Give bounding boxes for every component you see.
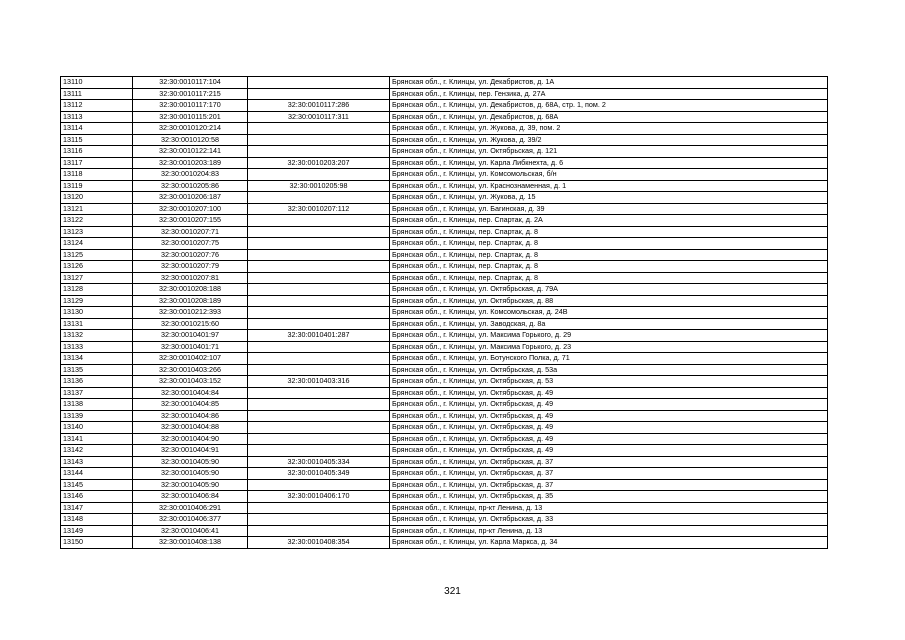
table-row [61, 468, 828, 480]
table-row [61, 491, 828, 503]
parent-cadastral-number-cell [248, 261, 390, 273]
table-row [61, 537, 828, 549]
row-number-cell: 13139 [61, 410, 133, 422]
address-cell: Брянская обл., г. Клинцы, ул. Комсомольская, б/н [390, 169, 828, 181]
parent-cadastral-number-cell [248, 295, 390, 307]
row-number-cell: 13141 [61, 433, 133, 445]
cadastral-number-cell: 32:30:0010403:152 [133, 376, 248, 388]
table-row [61, 249, 828, 261]
cadastral-number-cell: 32:30:0010207:100 [133, 203, 248, 215]
address-cell: Брянская обл., г. Клинцы, ул. Декабристов, д. 68А [390, 111, 828, 123]
cadastral-number-cell: 32:30:0010120:58 [133, 134, 248, 146]
address-cell: Брянская обл., г. Клинцы, пр-кт Ленина, д. 13 [390, 502, 828, 514]
table-row [61, 134, 828, 146]
cadastral-number-cell: 32:30:0010408:138 [133, 537, 248, 549]
row-number-cell: 13138 [61, 399, 133, 411]
table-row [61, 364, 828, 376]
address-cell: Брянская обл., г. Клинцы, ул. Максима Горького, д. 23 [390, 341, 828, 353]
parent-cadastral-number-cell [248, 215, 390, 227]
address-cell: Брянская обл., г. Клинцы, пер. Спартак, д. 2А [390, 215, 828, 227]
cadastral-number-cell: 32:30:0010404:91 [133, 445, 248, 457]
table-row [61, 192, 828, 204]
row-number-cell: 13119 [61, 180, 133, 192]
cadastral-number-cell: 32:30:0010406:291 [133, 502, 248, 514]
parent-cadastral-number-cell [248, 387, 390, 399]
address-cell: Брянская обл., г. Клинцы, ул. Жукова, д. 39, пом. 2 [390, 123, 828, 135]
table-row [61, 226, 828, 238]
table-row [61, 146, 828, 158]
row-number-cell: 13136 [61, 376, 133, 388]
table-row [61, 123, 828, 135]
cadastral-number-cell: 32:30:0010403:266 [133, 364, 248, 376]
cadastral-number-cell: 32:30:0010406:41 [133, 525, 248, 537]
parent-cadastral-number-cell [248, 272, 390, 284]
row-number-cell: 13130 [61, 307, 133, 319]
row-number-cell: 13145 [61, 479, 133, 491]
parent-cadastral-number-cell [248, 192, 390, 204]
cadastral-number-cell: 32:30:0010405:90 [133, 479, 248, 491]
parent-cadastral-number-cell [248, 146, 390, 158]
address-cell: Брянская обл., г. Клинцы, пер. Гензика, д. 27А [390, 88, 828, 100]
row-number-cell: 13132 [61, 330, 133, 342]
cadastral-number-cell: 32:30:0010215:60 [133, 318, 248, 330]
cadastral-number-cell: 32:30:0010208:189 [133, 295, 248, 307]
row-number-cell: 13122 [61, 215, 133, 227]
row-number-cell: 13140 [61, 422, 133, 434]
row-number-cell: 13128 [61, 284, 133, 296]
address-cell: Брянская обл., г. Клинцы, пер. Спартак, д. 8 [390, 249, 828, 261]
parent-cadastral-number-cell [248, 479, 390, 491]
row-number-cell: 13121 [61, 203, 133, 215]
address-cell: Брянская обл., г. Клинцы, ул. Максима Горького, д. 29 [390, 330, 828, 342]
table-row [61, 238, 828, 250]
address-cell: Брянская обл., г. Клинцы, ул. Октябрьская, д. 79А [390, 284, 828, 296]
address-cell: Брянская обл., г. Клинцы, ул. Багинская, д. 39 [390, 203, 828, 215]
cadastral-number-cell: 32:30:0010117:215 [133, 88, 248, 100]
parent-cadastral-number-cell: 32:30:0010408:354 [248, 537, 390, 549]
parent-cadastral-number-cell [248, 502, 390, 514]
row-number-cell: 13113 [61, 111, 133, 123]
row-number-cell: 13142 [61, 445, 133, 457]
table-row [61, 77, 828, 89]
parent-cadastral-number-cell: 32:30:0010207:112 [248, 203, 390, 215]
cadastral-number-cell: 32:30:0010207:79 [133, 261, 248, 273]
table-row [61, 157, 828, 169]
cadastral-number-cell: 32:30:0010404:85 [133, 399, 248, 411]
parent-cadastral-number-cell: 32:30:0010401:287 [248, 330, 390, 342]
row-number-cell: 13127 [61, 272, 133, 284]
row-number-cell: 13150 [61, 537, 133, 549]
table-row [61, 422, 828, 434]
cadastral-number-cell: 32:30:0010205:86 [133, 180, 248, 192]
address-cell: Брянская обл., г. Клинцы, ул. Краснознаменная, д. 1 [390, 180, 828, 192]
parent-cadastral-number-cell [248, 353, 390, 365]
parent-cadastral-number-cell: 32:30:0010117:311 [248, 111, 390, 123]
address-cell: Брянская обл., г. Клинцы, ул. Декабристов, д. 1А [390, 77, 828, 89]
table-row [61, 445, 828, 457]
table-row [61, 215, 828, 227]
cadastral-number-cell: 32:30:0010204:83 [133, 169, 248, 181]
address-cell: Брянская обл., г. Клинцы, ул. Октябрьская, д. 121 [390, 146, 828, 158]
row-number-cell: 13125 [61, 249, 133, 261]
cadastral-number-cell: 32:30:0010405:90 [133, 468, 248, 480]
address-cell: Брянская обл., г. Клинцы, ул. Октябрьская, д. 49 [390, 422, 828, 434]
row-number-cell: 13129 [61, 295, 133, 307]
cadastral-number-cell: 32:30:0010212:393 [133, 307, 248, 319]
cadastral-number-cell: 32:30:0010406:377 [133, 514, 248, 526]
table-row [61, 330, 828, 342]
address-cell: Брянская обл., г. Клинцы, ул. Жукова, д. 39/2 [390, 134, 828, 146]
parent-cadastral-number-cell [248, 525, 390, 537]
cadastral-number-cell: 32:30:0010206:187 [133, 192, 248, 204]
cadastral-number-cell: 32:30:0010404:88 [133, 422, 248, 434]
row-number-cell: 13133 [61, 341, 133, 353]
row-number-cell: 13115 [61, 134, 133, 146]
address-cell: Брянская обл., г. Клинцы, пер. Спартак, д. 8 [390, 272, 828, 284]
cadastral-number-cell: 32:30:0010404:86 [133, 410, 248, 422]
cadastral-number-cell: 32:30:0010207:75 [133, 238, 248, 250]
table-row [61, 456, 828, 468]
row-number-cell: 13135 [61, 364, 133, 376]
table-row [61, 318, 828, 330]
parent-cadastral-number-cell [248, 123, 390, 135]
row-number-cell: 13131 [61, 318, 133, 330]
parent-cadastral-number-cell [248, 226, 390, 238]
cadastral-number-cell: 32:30:0010207:155 [133, 215, 248, 227]
row-number-cell: 13147 [61, 502, 133, 514]
parent-cadastral-number-cell: 32:30:0010403:316 [248, 376, 390, 388]
cadastral-number-cell: 32:30:0010401:71 [133, 341, 248, 353]
row-number-cell: 13112 [61, 100, 133, 112]
address-cell: Брянская обл., г. Клинцы, ул. Карла Либкнехта, д. 6 [390, 157, 828, 169]
address-cell: Брянская обл., г. Клинцы, ул. Декабристов, д. 68А, стр. 1, пом. 2 [390, 100, 828, 112]
table-row [61, 284, 828, 296]
table-row [61, 203, 828, 215]
parent-cadastral-number-cell [248, 88, 390, 100]
address-cell: Брянская обл., г. Клинцы, ул. Октябрьская, д. 35 [390, 491, 828, 503]
address-cell: Брянская обл., г. Клинцы, ул. Октябрьская, д. 49 [390, 410, 828, 422]
address-cell: Брянская обл., г. Клинцы, ул. Октябрьская, д. 49 [390, 387, 828, 399]
row-number-cell: 13143 [61, 456, 133, 468]
parent-cadastral-number-cell: 32:30:0010405:334 [248, 456, 390, 468]
row-number-cell: 13117 [61, 157, 133, 169]
property-registry-table [60, 76, 828, 549]
parent-cadastral-number-cell [248, 445, 390, 457]
address-cell: Брянская обл., г. Клинцы, ул. Октябрьская, д. 37 [390, 479, 828, 491]
cadastral-number-cell: 32:30:0010207:76 [133, 249, 248, 261]
address-cell: Брянская обл., г. Клинцы, ул. Октябрьская, д. 37 [390, 456, 828, 468]
parent-cadastral-number-cell: 32:30:0010405:349 [248, 468, 390, 480]
parent-cadastral-number-cell: 32:30:0010117:286 [248, 100, 390, 112]
table-row [61, 261, 828, 273]
address-cell: Брянская обл., г. Клинцы, ул. Октябрьская, д. 33 [390, 514, 828, 526]
table-row [61, 353, 828, 365]
address-cell: Брянская обл., г. Клинцы, ул. Октябрьская, д. 53 [390, 376, 828, 388]
table-row [61, 180, 828, 192]
parent-cadastral-number-cell [248, 410, 390, 422]
cadastral-number-cell: 32:30:0010404:84 [133, 387, 248, 399]
row-number-cell: 13146 [61, 491, 133, 503]
row-number-cell: 13120 [61, 192, 133, 204]
table-row [61, 514, 828, 526]
address-cell: Брянская обл., г. Клинцы, ул. Карла Маркса, д. 34 [390, 537, 828, 549]
table-row [61, 410, 828, 422]
row-number-cell: 13126 [61, 261, 133, 273]
cadastral-number-cell: 32:30:0010115:201 [133, 111, 248, 123]
cadastral-number-cell: 32:30:0010120:214 [133, 123, 248, 135]
address-cell: Брянская обл., г. Клинцы, ул. Октябрьская, д. 49 [390, 445, 828, 457]
row-number-cell: 13137 [61, 387, 133, 399]
cadastral-number-cell: 32:30:0010122:141 [133, 146, 248, 158]
parent-cadastral-number-cell: 32:30:0010406:170 [248, 491, 390, 503]
address-cell: Брянская обл., г. Клинцы, ул. Октябрьская, д. 37 [390, 468, 828, 480]
cadastral-number-cell: 32:30:0010203:189 [133, 157, 248, 169]
table-row [61, 341, 828, 353]
table-row [61, 111, 828, 123]
cadastral-number-cell: 32:30:0010401:97 [133, 330, 248, 342]
table-row [61, 272, 828, 284]
address-cell: Брянская обл., г. Клинцы, ул. Октябрьская, д. 49 [390, 433, 828, 445]
cadastral-number-cell: 32:30:0010406:84 [133, 491, 248, 503]
table-row [61, 307, 828, 319]
parent-cadastral-number-cell [248, 134, 390, 146]
cadastral-number-cell: 32:30:0010402:107 [133, 353, 248, 365]
parent-cadastral-number-cell [248, 341, 390, 353]
row-number-cell: 13124 [61, 238, 133, 250]
parent-cadastral-number-cell [248, 169, 390, 181]
address-cell: Брянская обл., г. Клинцы, пер. Спартак, д. 8 [390, 238, 828, 250]
table-row [61, 376, 828, 388]
address-cell: Брянская обл., г. Клинцы, ул. Заводская, д. 8а [390, 318, 828, 330]
address-cell: Брянская обл., г. Клинцы, ул. Октябрьская, д. 88 [390, 295, 828, 307]
parent-cadastral-number-cell [248, 433, 390, 445]
row-number-cell: 13149 [61, 525, 133, 537]
parent-cadastral-number-cell [248, 364, 390, 376]
table-row [61, 100, 828, 112]
cadastral-number-cell: 32:30:0010208:188 [133, 284, 248, 296]
address-cell: Брянская обл., г. Клинцы, пер. Спартак, д. 8 [390, 261, 828, 273]
cadastral-number-cell: 32:30:0010405:90 [133, 456, 248, 468]
cadastral-number-cell: 32:30:0010207:71 [133, 226, 248, 238]
page-number: 321 [444, 586, 461, 597]
address-cell: Брянская обл., г. Клинцы, ул. Жукова, д. 15 [390, 192, 828, 204]
parent-cadastral-number-cell [248, 399, 390, 411]
parent-cadastral-number-cell [248, 318, 390, 330]
address-cell: Брянская обл., г. Клинцы, ул. Октябрьская, д. 49 [390, 399, 828, 411]
parent-cadastral-number-cell: 32:30:0010205:98 [248, 180, 390, 192]
table-row [61, 502, 828, 514]
parent-cadastral-number-cell [248, 284, 390, 296]
parent-cadastral-number-cell [248, 238, 390, 250]
address-cell: Брянская обл., г. Клинцы, ул. Комсомольская, д. 24В [390, 307, 828, 319]
row-number-cell: 13116 [61, 146, 133, 158]
address-cell: Брянская обл., г. Клинцы, пер. Спартак, д. 8 [390, 226, 828, 238]
table-row [61, 387, 828, 399]
table-row [61, 525, 828, 537]
row-number-cell: 13144 [61, 468, 133, 480]
parent-cadastral-number-cell [248, 422, 390, 434]
parent-cadastral-number-cell [248, 77, 390, 89]
table-row [61, 88, 828, 100]
address-cell: Брянская обл., г. Клинцы, ул. Октябрьская, д. 53а [390, 364, 828, 376]
parent-cadastral-number-cell [248, 514, 390, 526]
cadastral-number-cell: 32:30:0010404:90 [133, 433, 248, 445]
row-number-cell: 13111 [61, 88, 133, 100]
address-cell: Брянская обл., г. Клинцы, пр-кт Ленина, д. 13 [390, 525, 828, 537]
row-number-cell: 13114 [61, 123, 133, 135]
row-number-cell: 13123 [61, 226, 133, 238]
row-number-cell: 13134 [61, 353, 133, 365]
table-row [61, 169, 828, 181]
row-number-cell: 13110 [61, 77, 133, 89]
row-number-cell: 13148 [61, 514, 133, 526]
cadastral-number-cell: 32:30:0010117:104 [133, 77, 248, 89]
cadastral-number-cell: 32:30:0010117:170 [133, 100, 248, 112]
parent-cadastral-number-cell [248, 307, 390, 319]
parent-cadastral-number-cell [248, 249, 390, 261]
table-row [61, 399, 828, 411]
parent-cadastral-number-cell: 32:30:0010203:207 [248, 157, 390, 169]
registry-table-body [61, 77, 828, 549]
table-row [61, 479, 828, 491]
row-number-cell: 13118 [61, 169, 133, 181]
table-row [61, 433, 828, 445]
cadastral-number-cell: 32:30:0010207:81 [133, 272, 248, 284]
address-cell: Брянская обл., г. Клинцы, ул. Ботунского Полка, д. 71 [390, 353, 828, 365]
table-row [61, 295, 828, 307]
